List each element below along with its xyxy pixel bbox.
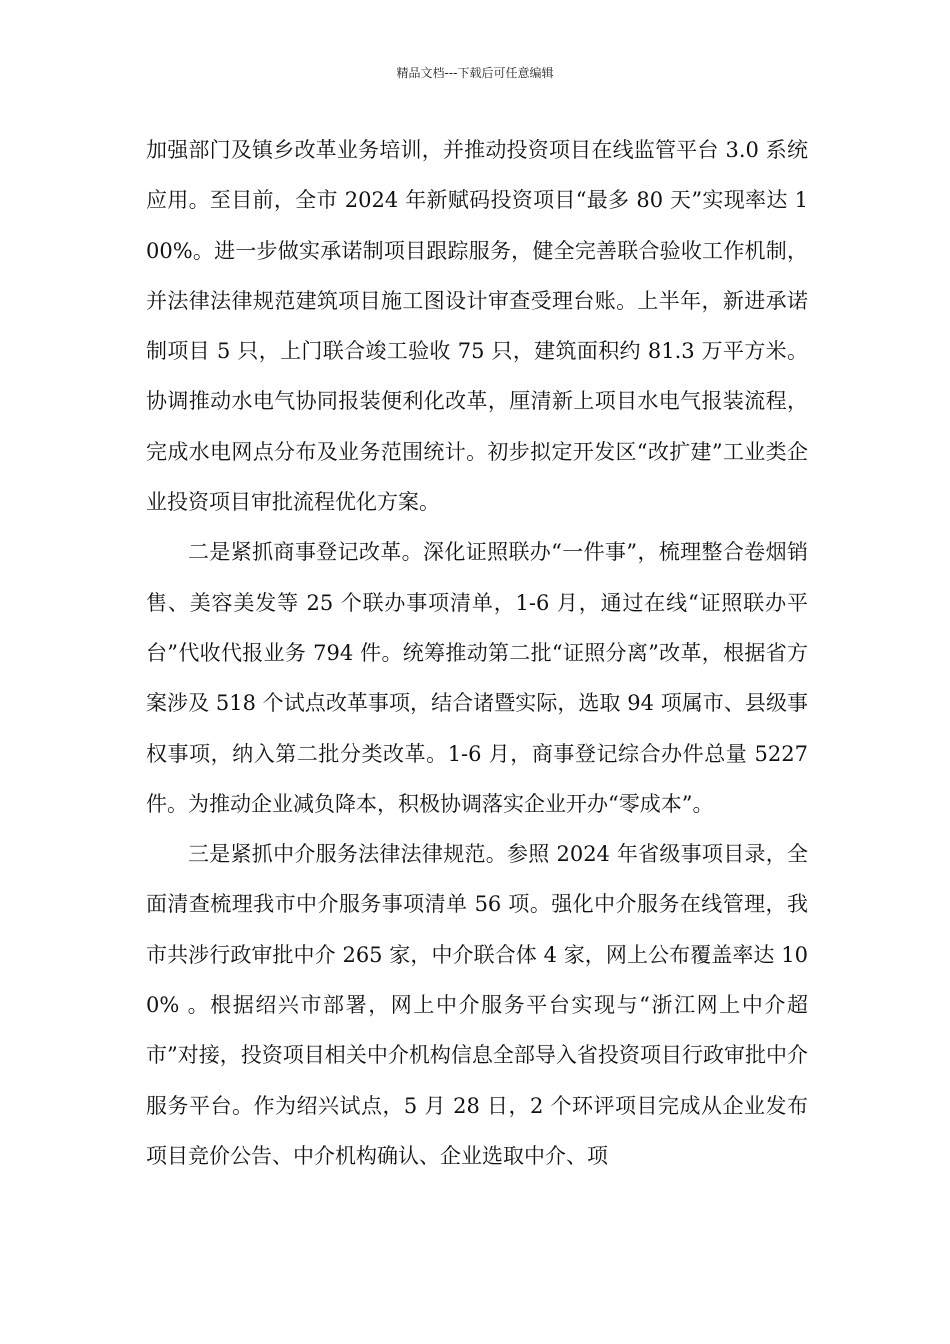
paragraph-commercial-registration: 二是紧抓商事登记改革。深化证照联办“一件事”，梳理整合卷烟销售、美容美发等 25 个联办事项清单，1-6 月，通过在线“证照联办平台”代收代报业务 794 件。统筹推动第二批“证照分离”改革，根据省方案涉及 518 个试点改革事项，结合诸暨实际，选取 94 项属市、县级事权事项，纳入第二批分类改革。1-6 月，商事登记综合办件总量 5227 件。为推动企业减负降本，积极协调落实企业开办“零成本”。 <box>146 540 815 816</box>
document-body <box>146 125 815 1181</box>
page-header: 精品文档---下载后可任意编辑 <box>396 66 554 80</box>
paragraph-project-approval: 加强部门及镇乡改革业务培训，并推动投资项目在线监管平台 3.0 系统应用。至目前，全市 2024 年新赋码投资项目“最多 80 天”实现率达 100%。进一步做实承诺制项目跟踪服务，健全完善联合验收工作机制，并法律法律规范建筑项目施工图设计审查受理台账。上半年，新进承诺制项目 5 只，上门联合竣工验收 75 只，建筑面积约 81.3 万平方米。协调推动水电气协同报装便利化改革，厘清新上项目水电气报装流程，完成水电网点分布及业务范围统计。初步拟定开发区“改扩建”工业类企业投资项目审批流程优化方案。 <box>146 138 808 515</box>
paragraph-intermediary-services: 三是紧抓中介服务法律法律规范。参照 2024 年省级事项目录，全面清查梳理我市中介服务事项清单 56 项。强化中介服务在线管理，我市共涉行政审批中介 265 家，中介联合体 4 家，网上公布覆盖率达 100% 。根据绍兴市部署，网上中介服务平台实现与“浙江网上中介超市”对接，投资项目相关中介机构信息全部导入省投资项目行政审批中介服务平台。作为绍兴试点，5 月 28 日，2 个环评项目完成从企业发布项目竞价公告、中介机构确认、企业选取中介、项 <box>146 842 808 1168</box>
